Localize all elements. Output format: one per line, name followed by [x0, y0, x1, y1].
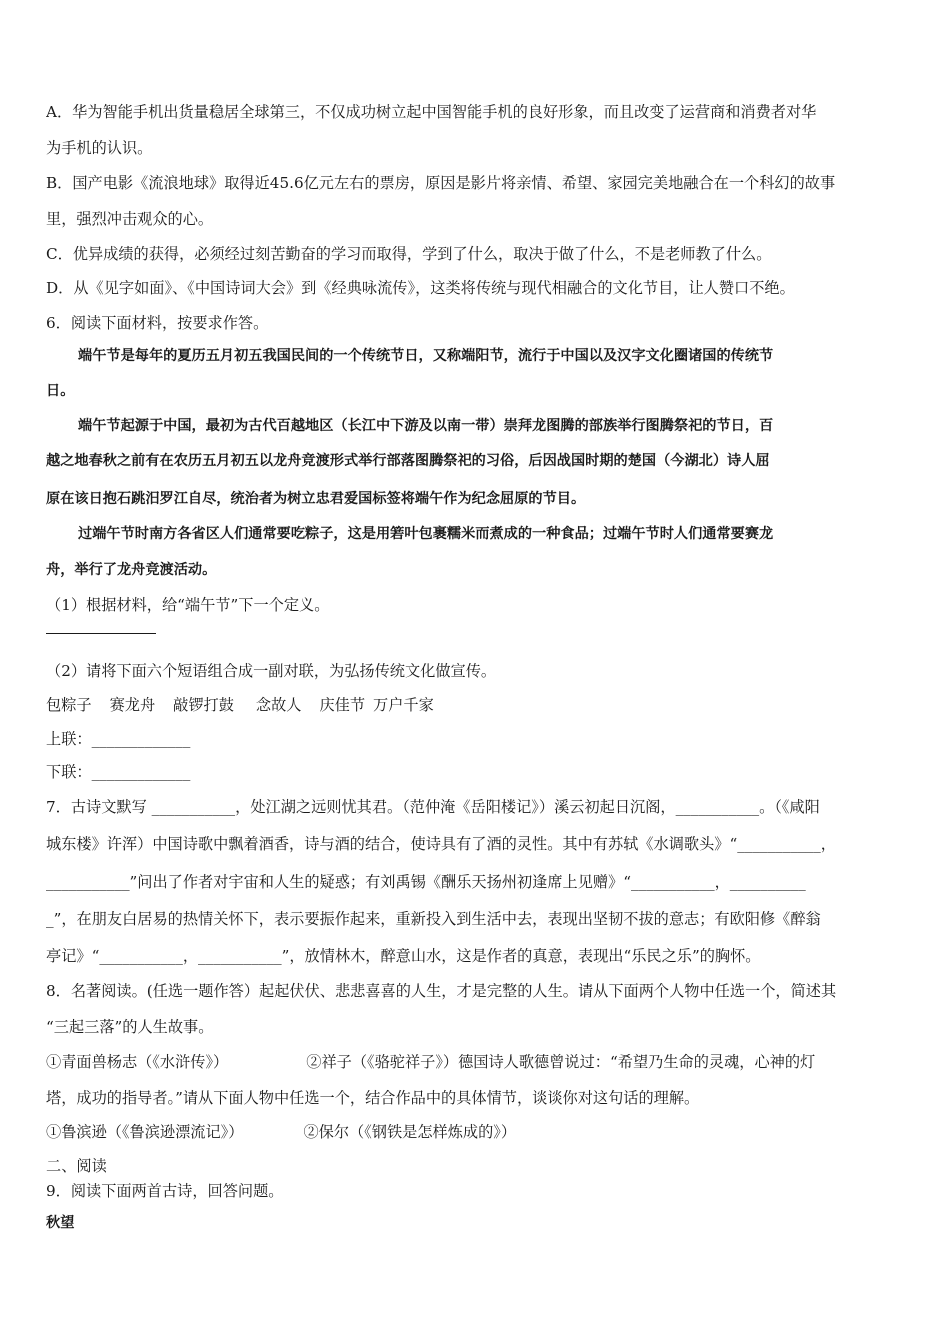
- option-a-line-1: A．华为智能手机出货量稳居全球第三，不仅成功树立起中国智能手机的良好形象，而且改变了运营商和消费者对华: [46, 103, 817, 121]
- option-b-line-1: B．国产电影《流浪地球》取得近45.6亿元左右的票房，原因是影片将亲情、希望、家园完美地融合在一个科幻的故事: [46, 174, 836, 192]
- option-robinson: ①鲁滨逊（《鲁滨逊漂流记》）: [46, 1123, 244, 1141]
- question-8-options-row-2: [46, 1121, 908, 1143]
- option-d: D．从《见字如面》、《中国诗词大会》到《经典咏流传》，这类将传统与现代相融合的文化节目，让人赞口不绝。: [46, 279, 795, 297]
- lower-couplet-blank: 下联：_____________: [46, 763, 191, 781]
- question-8-options-row-1: [46, 1051, 908, 1073]
- answer-blank-line: [46, 633, 156, 634]
- question-7-line-2: 城东楼》许浑）中国诗歌中飘着酒香，诗与酒的结合，使诗具有了酒的灵性。其中有苏轼《水调歌头》“___________，: [46, 835, 836, 853]
- phrase: 敲锣打鼓: [173, 696, 234, 714]
- option-a-line-2: 为手机的认识。: [46, 139, 153, 157]
- passage-p2-line-1: 端午节起源于中国，最初为古代百越地区（长江中下游及以南一带）崇拜龙图腾的部族举行图腾祭祀的节日，百: [78, 418, 774, 434]
- option-yangzhi: ①青面兽杨志（《水浒传》）: [46, 1053, 229, 1071]
- option-b-line-2: 里，强烈冲击观众的心。: [46, 210, 214, 228]
- question-7-line-5: 亭记》“___________，___________”，放情林木，醉意山水，这是作者的真意，表现出“乐民之乐”的胸怀。: [46, 947, 761, 965]
- question-7-line-3: ___________”问出了作者对宇宙和人生的疑惑；有刘禹锡《酬乐天扬州初逢席上见赠》“___________，__________: [46, 873, 806, 891]
- phrase: 万户千家: [373, 696, 434, 714]
- option-c: C．优异成绩的获得，必须经过刻苦勤奋的学习而取得，学到了什么，取决于做了什么，不是老师教了什么。: [46, 245, 772, 263]
- question-7-line-1: 7．古诗文默写 ___________，处江湖之远则忧其君。（范仲淹《岳阳楼记》）溪云初起日沉阁，___________。（《咸阳: [46, 798, 820, 816]
- passage-p2-line-3: 原在该日抱石跳汨罗江自尽，统治者为树立忠君爱国标签将端午作为纪念屈原的节目。: [46, 491, 586, 507]
- phrase: 念故人: [255, 696, 302, 714]
- question-8-line-2: “三起三落”的人生故事。: [46, 1018, 214, 1036]
- sub-question-2: （2）请将下面六个短语组合成一副对联，为弘扬传统文化做宣传。: [46, 662, 497, 680]
- question-7-line-4: _”，在朋友白居易的热情关怀下，表示要振作起来，重新投入到生活中去，表现出坚韧不拔的意志；有欧阳修《醉翁: [46, 910, 821, 928]
- section-heading: 二、阅读: [46, 1157, 107, 1175]
- passage-p1-line-2: 日。: [46, 383, 75, 399]
- passage-p1-line-1: 端午节是每年的夏历五月初五我国民间的一个传统节日，又称端阳节，流行于中国以及汉字文化圈诸国的传统节: [78, 348, 774, 364]
- question-9: 9．阅读下面两首古诗，回答问题。: [46, 1182, 284, 1200]
- question-8-line-1: 8．名著阅读。(任选一题作答）起起伏伏、悲悲喜喜的人生，才是完整的人生。请从下面两个人物中任选一个，简述其: [46, 982, 837, 1000]
- question-6-title: 6．阅读下面材料，按要求作答。: [46, 314, 269, 332]
- passage-p3-line-1: 过端午节时南方各省区人们通常要吃粽子，这是用箬叶包裹糯米而煮成的一种食品；过端午节时人们通常要赛龙: [78, 526, 774, 542]
- phrase: 赛龙舟: [109, 696, 156, 714]
- phrase-list: [46, 694, 908, 716]
- phrase: 庆佳节: [319, 696, 365, 714]
- sub-question-1: （1）根据材料，给“端午节”下一个定义。: [46, 596, 330, 614]
- option-paul: ②保尔（《钢铁是怎样炼成的》）: [303, 1123, 517, 1141]
- upper-couplet-blank: 上联：_____________: [46, 730, 191, 748]
- passage-p3-line-2: 舟，举行了龙舟竞渡活动。: [46, 562, 217, 578]
- passage-p2-line-2: 越之地春秋之前有在农历五月初五以龙舟竞渡形式举行部落图腾祭祀的习俗，后因战国时期的楚国（今湖北）诗人屈: [46, 453, 770, 469]
- phrase: 包粽子: [46, 696, 92, 714]
- option-xiangzi: ②祥子（《骆驼祥子》）德国诗人歌德曾说过：“希望乃生命的灵魂，心神的灯: [306, 1053, 816, 1071]
- poem-title: 秋望: [46, 1215, 75, 1231]
- question-8-line-4: 塔，成功的指导者。”请从下面人物中任选一个，结合作品中的具体情节，谈谈你对这句话的理解。: [46, 1089, 700, 1107]
